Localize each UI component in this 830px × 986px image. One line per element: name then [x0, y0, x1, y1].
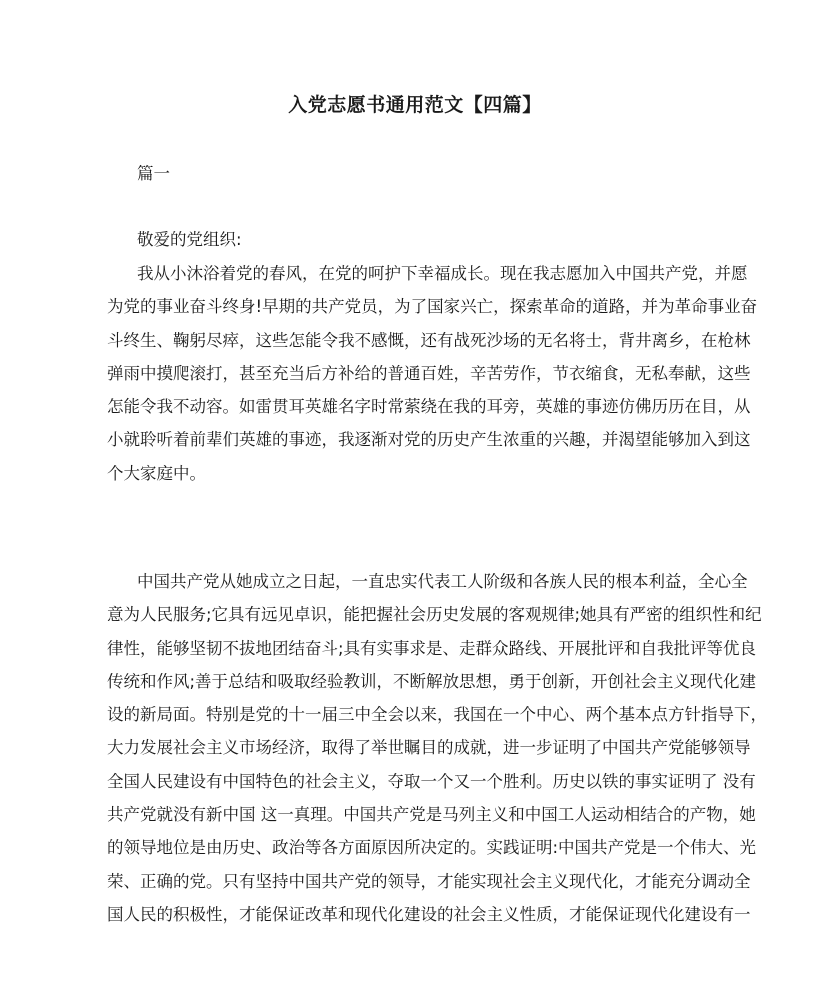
text-line: 传统和作风;善于总结和吸取经验教训，不断解放思想，勇于创新，开创社会主义现代化建 — [107, 671, 757, 691]
text-line: 小就聆听着前辈们英雄的事迹，我逐渐对党的历史产生浓重的兴趣，并渴望能够加入到这 — [107, 430, 751, 450]
salutation: 敬爱的党组织: — [137, 230, 242, 249]
paragraph-2 — [107, 570, 767, 936]
section-label: 篇一 — [137, 164, 170, 183]
text-line: 全国人民建设有中国特色的社会主义，夺取一个又一个胜利。历史以铁的事实证明了 没有 — [107, 771, 756, 791]
text-line: 共产党就没有新中国 这一真理。中国共产党是马列主义和中国工人运动相结合的产物，她 — [107, 805, 756, 825]
text-line: 的领导地位是由历史、政治等各方面原因所决定的。实践证明:中国共产党是一个伟大、光 — [107, 838, 757, 858]
paragraph-1 — [107, 262, 758, 495]
text-line: 设的新局面。特别是党的十一届三中全会以来，我国在一个中心、两个基本点方针指导下， — [107, 705, 767, 725]
text-line: 荣、正确的党。只有坚持中国共产党的领导，才能实现社会主义现代化，才能充分调动全 — [107, 871, 751, 891]
text-line: 意为人民服务;它具有远见卓识，能把握社会历史发展的客观规律;她具有严密的组织性和纪 — [107, 605, 762, 625]
text-line: 我从小沐浴着党的春风，在党的呵护下幸福成长。现在我志愿加入中国共产党，并愿 — [137, 264, 748, 283]
text-line: 斗终生、鞠躬尽瘁，这些怎能令我不感慨，还有战死沙场的无名将士，背井离乡，在枪林 — [107, 330, 751, 350]
text-line: 个大家庭中。 — [107, 463, 206, 483]
document-title: 入党志愿书通用范文【四篇】 — [288, 94, 542, 116]
text-line: 大力发展社会主义市场经济，取得了举世瞩目的成就，进一步证明了中国共产党能够领导 — [107, 738, 751, 758]
text-line: 律性，能够坚韧不拔地团结奋斗;具有实事求是、走群众路线、开展批评和自我批评等优良 — [107, 638, 757, 658]
text-line: 弹雨中摸爬滚打，甚至充当后方补给的普通百姓，辛苦劳作，节衣缩食，无私奉献，这些 — [107, 363, 751, 383]
text-line: 为党的事业奋斗终身!早期的共产党员，为了国家兴亡，探索革命的道路，并为革命事业奋 — [107, 297, 758, 317]
text-line: 国人民的积极性，才能保证改革和现代化建设的社会主义性质，才能保证现代化建设有一 — [107, 904, 751, 924]
text-line: 中国共产党从她成立之日起，一直忠实代表工人阶级和各族人民的根本利益，全心全 — [137, 572, 748, 591]
text-line: 怎能令我不动容。如雷贯耳英雄名字时常萦绕在我的耳旁，英雄的事迹仿佛历历在目，从 — [107, 397, 751, 417]
